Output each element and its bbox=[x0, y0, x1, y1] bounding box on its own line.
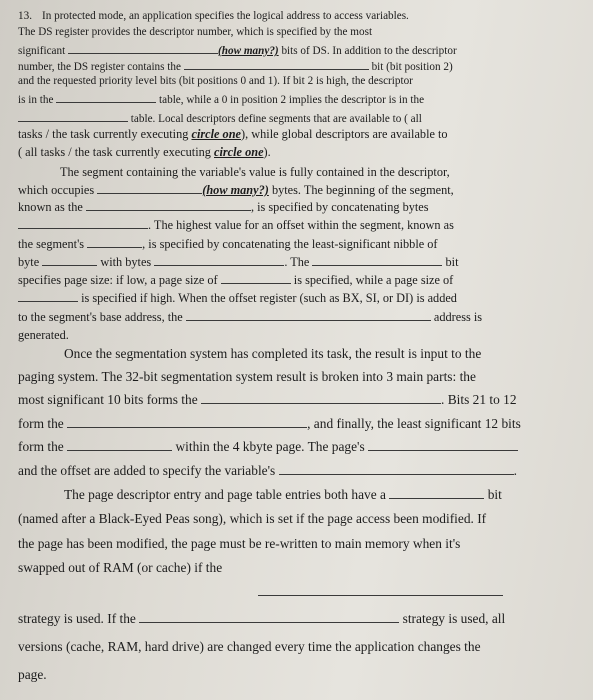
text-line: tasks / the task currently executing circle one), while global descriptors are available to bbox=[18, 127, 448, 141]
text-line: is specified if high. When the offset register (such as BX, SI, or DI) is added bbox=[18, 290, 457, 306]
text-line: number, the DS register contains the bit (bit position 2) bbox=[18, 58, 453, 73]
text-line: ( all tasks / the task currently executing circle one). bbox=[18, 145, 271, 159]
how-many-prompt: (how many?) bbox=[218, 45, 279, 57]
answer-blank[interactable] bbox=[312, 254, 442, 266]
text-line: the page has been modified, the page must be re-written to main memory when it's bbox=[18, 536, 461, 551]
answer-blank[interactable] bbox=[154, 254, 284, 266]
answer-blank[interactable] bbox=[56, 91, 156, 103]
answer-blank[interactable] bbox=[67, 439, 172, 451]
how-many-prompt: (how many?) bbox=[202, 183, 269, 197]
answer-blank[interactable] bbox=[389, 487, 484, 499]
text-line: page. bbox=[18, 667, 47, 682]
answer-blank[interactable] bbox=[18, 110, 128, 122]
text-line: known as the , is specified by concatenating bytes bbox=[18, 200, 429, 214]
text-line: versions (cache, RAM, hard drive) are changed every time the application changes the bbox=[18, 639, 481, 654]
answer-blank[interactable] bbox=[221, 272, 291, 284]
answer-blank[interactable] bbox=[18, 290, 78, 302]
circle-one-prompt: circle one bbox=[191, 127, 241, 141]
text-line: the segment's , is specified by concatenating the least-significant nibble of bbox=[18, 237, 438, 251]
text-line: swapped out of RAM (or cache) if the bbox=[18, 560, 223, 575]
answer-blank[interactable] bbox=[86, 199, 251, 211]
text-line: and the requested priority level bits (bit positions 0 and 1). If bit 2 is high, the descriptor bbox=[18, 75, 413, 87]
text-line: paging system. The 32-bit segmentation system result is broken into 3 main parts: the bbox=[18, 369, 476, 384]
answer-blank[interactable] bbox=[186, 309, 431, 321]
answer-blank[interactable] bbox=[42, 254, 97, 266]
answer-blank[interactable] bbox=[139, 611, 399, 623]
text-line: is in the table, while a 0 in position 2 implies the descriptor is in the bbox=[18, 91, 424, 106]
text-line: The segment containing the variable's value is fully contained in the descriptor, bbox=[60, 165, 450, 179]
answer-blank[interactable] bbox=[201, 392, 441, 404]
text-line: to the segment's base address, the address is bbox=[18, 310, 483, 324]
text-line: table. Local descriptors define segments that are available to ( all bbox=[18, 110, 422, 125]
text-line: which occupies (how many?) bytes. The beginning of the segment, bbox=[18, 183, 454, 197]
text-line: (named after a Black-Eyed Peas song), which is set if the page access been modified. If bbox=[18, 511, 487, 526]
answer-blank[interactable] bbox=[67, 416, 307, 428]
text-line: 13. In protected mode, an application specifies the logical address to access variables. bbox=[18, 10, 409, 22]
answer-blank[interactable] bbox=[368, 439, 518, 451]
text-line: most significant 10 bits forms the . Bits 21 to 12 bbox=[18, 392, 517, 407]
text-line: The DS register provides the descriptor number, which is specified by the most bbox=[18, 26, 373, 38]
text-line: . The highest value for an offset within the segment, known as bbox=[18, 217, 454, 233]
answer-blank[interactable] bbox=[258, 584, 503, 596]
answer-blank[interactable] bbox=[184, 58, 369, 70]
text-line: strategy is used. If the strategy is used, all bbox=[18, 611, 506, 626]
answer-blank[interactable] bbox=[279, 463, 514, 475]
answer-blank[interactable] bbox=[87, 236, 142, 248]
answer-blank[interactable] bbox=[18, 217, 148, 229]
answer-blank[interactable] bbox=[68, 42, 218, 54]
text-line: Once the segmentation system has completed its task, the result is input to the bbox=[64, 346, 482, 361]
text-line: specifies page size: if low, a page size of is specified, while a page size of bbox=[18, 273, 454, 287]
text-line: generated. bbox=[18, 328, 69, 342]
circle-one-prompt: circle one bbox=[214, 145, 264, 159]
text-line: form the , and finally, the least significant 12 bits bbox=[18, 416, 521, 431]
question-number: 13. bbox=[18, 10, 32, 22]
text-line: byte with bytes . The bit bbox=[18, 255, 459, 269]
text-line bbox=[18, 584, 503, 600]
text-line: significant (how many?) bits of DS. In addition to the descriptor bbox=[18, 42, 457, 57]
answer-blank[interactable] bbox=[97, 182, 202, 194]
text-line: and the offset are added to specify the variable's . bbox=[18, 463, 517, 478]
text-line: The page descriptor entry and page table entries both have a bit bbox=[64, 487, 502, 502]
text-line: form the within the 4 kbyte page. The page's bbox=[18, 439, 518, 455]
